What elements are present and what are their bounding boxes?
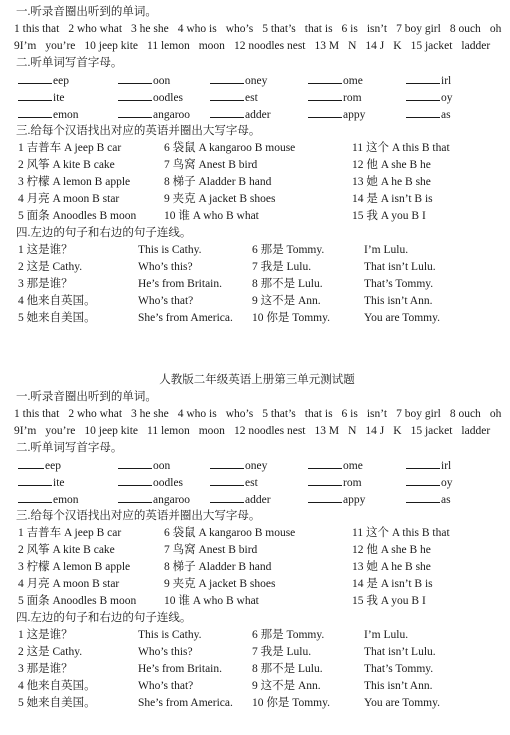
fill-blank-item[interactable]: [118, 457, 170, 475]
fill-blank-item[interactable]: [308, 72, 363, 90]
option-row: [14, 559, 500, 576]
choice-item[interactable]: 15 我 A you B I: [352, 595, 426, 607]
english-sentence[interactable]: Who’s this?: [138, 261, 193, 273]
word-option: 15 jacket: [410, 40, 453, 52]
chinese-sentence[interactable]: 6 那是 Tommy.: [252, 629, 325, 641]
fill-blank-item[interactable]: [210, 106, 271, 124]
word-option: 4 who is: [177, 408, 217, 420]
word-line-1: [14, 406, 500, 423]
blank-line[interactable]: [308, 457, 342, 469]
word-option: ladder: [461, 425, 491, 437]
chinese-sentence[interactable]: 10 你是 Tommy.: [252, 312, 330, 324]
option-row: [14, 140, 500, 157]
chinese-sentence[interactable]: 1 这是谁？: [18, 244, 73, 256]
word-line-2: [14, 38, 500, 55]
option-row: [14, 174, 500, 191]
option-row: [14, 157, 500, 174]
word-ending: ome: [343, 75, 363, 87]
word-option: 13 M: [314, 40, 340, 52]
test-block-1: [14, 4, 500, 327]
choice-item[interactable]: 1 吉普车 A jeep B car: [18, 142, 122, 154]
word-ending: ome: [343, 460, 363, 472]
choice-item[interactable]: 10 谁 A who B what: [164, 210, 259, 222]
word-option: 5 that’s: [262, 23, 296, 35]
section-heading-listen-circle: 一.听录音圈出听到的单词。: [16, 391, 157, 403]
blank-row-2: [14, 474, 500, 491]
word-option: 7 boy girl: [396, 23, 441, 35]
fill-blank-item[interactable]: [210, 89, 258, 107]
chinese-sentence[interactable]: 3 那是谁？: [18, 663, 73, 675]
word-option: 10 jeep kite: [84, 40, 139, 52]
fill-blank-item[interactable]: [210, 72, 267, 90]
word-line-2: [14, 423, 500, 440]
choice-item[interactable]: 5 面条 Anoodles B moon: [18, 210, 137, 222]
word-option: 3 he she: [131, 23, 169, 35]
word-option: 12 noodles nest: [233, 40, 306, 52]
english-sentence[interactable]: Who’s that?: [138, 680, 194, 692]
blank-line[interactable]: [210, 89, 244, 101]
choice-item[interactable]: 5 面条 Anoodles B moon: [18, 595, 137, 607]
word-option: 13 M: [314, 425, 340, 437]
blank-row-2: [14, 89, 500, 106]
word-option: 9I’m: [14, 425, 37, 437]
option-row: [14, 542, 500, 559]
fill-blank-item[interactable]: [18, 72, 69, 90]
word-option: isn’t: [366, 23, 388, 35]
word-ending: est: [245, 92, 258, 104]
word-option: 10 jeep kite: [84, 425, 139, 437]
word-ending: rom: [343, 92, 362, 104]
word-ending: oney: [245, 460, 268, 472]
word-option: who’s: [225, 408, 254, 420]
chinese-sentence[interactable]: 4 他来自英国。: [18, 680, 96, 692]
choice-item[interactable]: 3 柠檬 A lemon B apple: [18, 176, 131, 188]
english-sentence[interactable]: That isn’t Lulu.: [364, 261, 436, 273]
english-sentence[interactable]: He’s from Britain.: [138, 663, 222, 675]
word-ending: angaroo: [153, 494, 191, 506]
chinese-sentence[interactable]: 9 这不是 Ann.: [252, 680, 321, 692]
choice-item[interactable]: 4 月亮 A moon B star: [18, 578, 120, 590]
word-option: 2 who what: [68, 408, 123, 420]
choice-item[interactable]: 14 是 A isn’t B is: [352, 578, 433, 590]
choice-item[interactable]: 6 袋鼠 A kangaroo B mouse: [164, 527, 296, 539]
word-option: moon: [198, 425, 225, 437]
fill-blank-item[interactable]: [406, 457, 451, 475]
fill-blank-item[interactable]: [18, 457, 61, 475]
word-ending: adder: [245, 109, 271, 121]
word-ending: as: [441, 494, 451, 506]
choice-item[interactable]: 10 谁 A who B what: [164, 595, 259, 607]
word-ending: ite: [53, 92, 65, 104]
word-ending: emon: [53, 109, 79, 121]
option-row: [14, 525, 500, 542]
word-ending: oy: [441, 92, 453, 104]
word-option: 6 is: [341, 408, 358, 420]
match-row: [14, 276, 500, 293]
blank-line[interactable]: [210, 106, 244, 118]
match-row: [14, 627, 500, 644]
blank-line[interactable]: [118, 474, 152, 486]
blank-line[interactable]: [118, 457, 152, 469]
blank-row-3: [14, 491, 500, 508]
english-sentence[interactable]: He’s from Britain.: [138, 278, 222, 290]
word-ending: irl: [441, 75, 452, 87]
match-row: [14, 310, 500, 327]
fill-blank-item[interactable]: [406, 491, 451, 509]
word-option: 2 who what: [68, 23, 123, 35]
english-sentence[interactable]: You are Tommy.: [364, 697, 440, 709]
fill-blank-item[interactable]: [18, 474, 65, 492]
chinese-sentence[interactable]: 5 她来自美国。: [18, 312, 96, 324]
word-option: 15 jacket: [410, 425, 453, 437]
word-option: 5 that’s: [262, 408, 296, 420]
word-ending: oodles: [153, 477, 184, 489]
english-sentence[interactable]: That’s Tommy.: [364, 663, 434, 675]
blank-line[interactable]: [118, 491, 152, 503]
blank-line[interactable]: [406, 457, 440, 469]
blank-line[interactable]: [118, 106, 152, 118]
choice-item[interactable]: 1 吉普车 A jeep B car: [18, 527, 122, 539]
word-option: 1 this that: [14, 408, 60, 420]
english-sentence[interactable]: That’s Tommy.: [364, 278, 434, 290]
choice-item[interactable]: 13 她 A he B she: [352, 561, 431, 573]
choice-item[interactable]: 11 这个 A this B that: [352, 142, 450, 154]
fill-blank-item[interactable]: [406, 474, 453, 492]
word-option: 1 this that: [14, 23, 60, 35]
blank-line[interactable]: [308, 491, 342, 503]
word-option: 14 J: [365, 40, 385, 52]
word-ending: rom: [343, 477, 362, 489]
word-option: you’re: [45, 425, 76, 437]
choice-item[interactable]: 13 她 A he B she: [352, 176, 431, 188]
word-ending: oon: [153, 75, 171, 87]
fill-blank-item[interactable]: [406, 89, 453, 107]
english-sentence[interactable]: I’m Lulu.: [364, 244, 409, 256]
option-row: [14, 191, 500, 208]
fill-blank-item[interactable]: [118, 106, 190, 124]
blank-line[interactable]: [406, 72, 440, 84]
chinese-sentence[interactable]: 10 你是 Tommy.: [252, 697, 330, 709]
chinese-sentence[interactable]: 7 我是 Lulu.: [252, 646, 312, 658]
blank-line[interactable]: [308, 474, 342, 486]
choice-item[interactable]: 2 风筝 A kite B cake: [18, 159, 115, 171]
match-row: [14, 259, 500, 276]
fill-blank-item[interactable]: [18, 89, 65, 107]
word-ending: adder: [245, 494, 271, 506]
chinese-sentence[interactable]: 6 那是 Tommy.: [252, 244, 325, 256]
word-option: ladder: [461, 40, 491, 52]
choice-item[interactable]: 14 是 A isn’t B is: [352, 193, 433, 205]
word-option: N: [348, 425, 357, 437]
word-option: oh: [489, 408, 502, 420]
option-row: [14, 593, 500, 610]
word-option: 8 ouch: [449, 23, 481, 35]
section-heading-write-initial: 二.听单词写首字母。: [16, 442, 123, 454]
word-ending: appy: [343, 109, 366, 121]
blank-row-3: [14, 106, 500, 123]
fill-blank-item[interactable]: [118, 72, 170, 90]
chinese-sentence[interactable]: 3 那是谁？: [18, 278, 73, 290]
test-title: 人教版二年级英语上册第三单元测试题: [159, 374, 355, 386]
word-option: 9I’m: [14, 40, 37, 52]
blank-line[interactable]: [18, 89, 52, 101]
word-ending: oney: [245, 75, 268, 87]
chinese-sentence[interactable]: 8 那不是 Lulu.: [252, 663, 323, 675]
word-ending: ite: [53, 477, 65, 489]
word-option: that is: [304, 23, 333, 35]
word-ending: emon: [53, 494, 79, 506]
fill-blank-item[interactable]: [210, 491, 271, 509]
section-heading-match-english: 三.给每个汉语找出对应的英语并圈出大写字母。: [16, 125, 261, 137]
word-ending: eep: [53, 75, 69, 87]
word-option: 8 ouch: [449, 408, 481, 420]
blank-line[interactable]: [210, 457, 244, 469]
fill-blank-item[interactable]: [308, 457, 363, 475]
fill-blank-item[interactable]: [118, 491, 190, 509]
word-ending: eep: [45, 460, 61, 472]
choice-item[interactable]: 12 他 A she B he: [352, 544, 431, 556]
choice-item[interactable]: 6 袋鼠 A kangaroo B mouse: [164, 142, 296, 154]
word-option: K: [393, 425, 402, 437]
choice-item[interactable]: 9 夹克 A jacket B shoes: [164, 578, 276, 590]
word-ending: appy: [343, 494, 366, 506]
blank-line[interactable]: [308, 89, 342, 101]
section-heading-connect-sentences: 四.左边的句子和右边的句子连线。: [16, 612, 192, 624]
blank-row-1: [14, 72, 500, 89]
word-option: 14 J: [365, 425, 385, 437]
match-row: [14, 644, 500, 661]
fill-blank-item[interactable]: [308, 491, 365, 509]
word-option: 11 lemon: [147, 40, 190, 52]
section-heading-write-initial: 二.听单词写首字母。: [16, 57, 123, 69]
choice-item[interactable]: 3 柠檬 A lemon B apple: [18, 561, 131, 573]
blank-line[interactable]: [18, 491, 52, 503]
blank-line[interactable]: [18, 72, 52, 84]
blank-line[interactable]: [118, 89, 152, 101]
english-sentence[interactable]: She’s from America.: [138, 697, 233, 709]
word-option: 3 he she: [131, 408, 169, 420]
option-row: [14, 576, 500, 593]
word-option: 7 boy girl: [396, 408, 441, 420]
fill-blank-item[interactable]: [406, 72, 451, 90]
fill-blank-item[interactable]: [308, 106, 365, 124]
word-option: N: [348, 40, 357, 52]
fill-blank-item[interactable]: [308, 474, 362, 492]
blank-line[interactable]: [308, 72, 342, 84]
fill-blank-item[interactable]: [18, 491, 79, 509]
blank-line[interactable]: [18, 457, 44, 469]
word-option: 4 who is: [177, 23, 217, 35]
choice-item[interactable]: 9 夹克 A jacket B shoes: [164, 193, 276, 205]
choice-item[interactable]: 15 我 A you B I: [352, 210, 426, 222]
choice-item[interactable]: 4 月亮 A moon B star: [18, 193, 120, 205]
fill-blank-item[interactable]: [308, 89, 362, 107]
english-sentence[interactable]: That isn’t Lulu.: [364, 646, 436, 658]
section-heading-connect-sentences: 四.左边的句子和右边的句子连线。: [16, 227, 192, 239]
choice-item[interactable]: 11 这个 A this B that: [352, 527, 450, 539]
fill-blank-item[interactable]: [210, 474, 258, 492]
english-sentence[interactable]: She’s from America.: [138, 312, 233, 324]
word-ending: as: [441, 109, 451, 121]
word-option: 11 lemon: [147, 425, 190, 437]
blank-row-1: [14, 457, 500, 474]
choice-item[interactable]: 7 鸟窝 Anest B bird: [164, 544, 258, 556]
word-ending: oy: [441, 477, 453, 489]
word-line-1: [14, 21, 500, 38]
word-option: you’re: [45, 40, 76, 52]
blank-line[interactable]: [210, 72, 244, 84]
english-sentence[interactable]: You are Tommy.: [364, 312, 440, 324]
word-ending: angaroo: [153, 109, 191, 121]
blank-line[interactable]: [406, 106, 440, 118]
chinese-sentence[interactable]: 4 他来自英国。: [18, 295, 96, 307]
english-sentence[interactable]: This isn’t Ann.: [364, 680, 433, 692]
blank-line[interactable]: [18, 106, 52, 118]
english-sentence[interactable]: This isn’t Ann.: [364, 295, 433, 307]
chinese-sentence[interactable]: 8 那不是 Lulu.: [252, 278, 323, 290]
word-option: that is: [304, 408, 333, 420]
chinese-sentence[interactable]: 5 她来自美国。: [18, 697, 96, 709]
word-ending: oodles: [153, 92, 184, 104]
word-ending: est: [245, 477, 258, 489]
chinese-sentence[interactable]: 2 这是 Cathy.: [18, 646, 83, 658]
choice-item[interactable]: 8 梯子 Aladder B hand: [164, 176, 272, 188]
word-option: oh: [489, 23, 502, 35]
blank-line[interactable]: [118, 72, 152, 84]
english-sentence[interactable]: Who’s this?: [138, 646, 193, 658]
english-sentence[interactable]: Who’s that?: [138, 295, 194, 307]
section-heading-match-english: 三.给每个汉语找出对应的英语并圈出大写字母。: [16, 510, 261, 522]
choice-item[interactable]: 8 梯子 Aladder B hand: [164, 561, 272, 573]
word-option: isn’t: [366, 408, 388, 420]
choice-item[interactable]: 7 鸟窝 Anest B bird: [164, 159, 258, 171]
section-heading-listen-circle: 一.听录音圈出听到的单词。: [16, 6, 157, 18]
word-ending: irl: [441, 460, 452, 472]
chinese-sentence[interactable]: 1 这是谁？: [18, 629, 73, 641]
blank-line[interactable]: [210, 474, 244, 486]
choice-item[interactable]: 2 风筝 A kite B cake: [18, 544, 115, 556]
word-option: who’s: [225, 23, 254, 35]
match-row: [14, 661, 500, 678]
match-row: [14, 293, 500, 310]
english-sentence[interactable]: This is Cathy.: [138, 244, 202, 256]
fill-blank-item[interactable]: [118, 474, 183, 492]
blank-line[interactable]: [210, 491, 244, 503]
match-row: [14, 678, 500, 695]
test-block-2: [14, 372, 500, 712]
chinese-sentence[interactable]: 7 我是 Lulu.: [252, 261, 312, 273]
word-option: K: [393, 40, 402, 52]
blank-line[interactable]: [406, 474, 440, 486]
chinese-sentence[interactable]: 9 这不是 Ann.: [252, 295, 321, 307]
match-row: [14, 242, 500, 259]
word-ending: oon: [153, 460, 171, 472]
option-row: [14, 208, 500, 225]
blank-line[interactable]: [18, 474, 52, 486]
choice-item[interactable]: 12 他 A she B he: [352, 159, 431, 171]
blank-line[interactable]: [406, 491, 440, 503]
english-sentence[interactable]: I’m Lulu.: [364, 629, 409, 641]
fill-blank-item[interactable]: [118, 89, 183, 107]
chinese-sentence[interactable]: 2 这是 Cathy.: [18, 261, 83, 273]
word-option: 6 is: [341, 23, 358, 35]
fill-blank-item[interactable]: [210, 457, 267, 475]
word-option: moon: [198, 40, 225, 52]
match-row: [14, 695, 500, 712]
word-option: 12 noodles nest: [233, 425, 306, 437]
blank-line[interactable]: [308, 106, 342, 118]
fill-blank-item[interactable]: [406, 106, 451, 124]
blank-line[interactable]: [406, 89, 440, 101]
english-sentence[interactable]: This is Cathy.: [138, 629, 202, 641]
fill-blank-item[interactable]: [18, 106, 79, 124]
